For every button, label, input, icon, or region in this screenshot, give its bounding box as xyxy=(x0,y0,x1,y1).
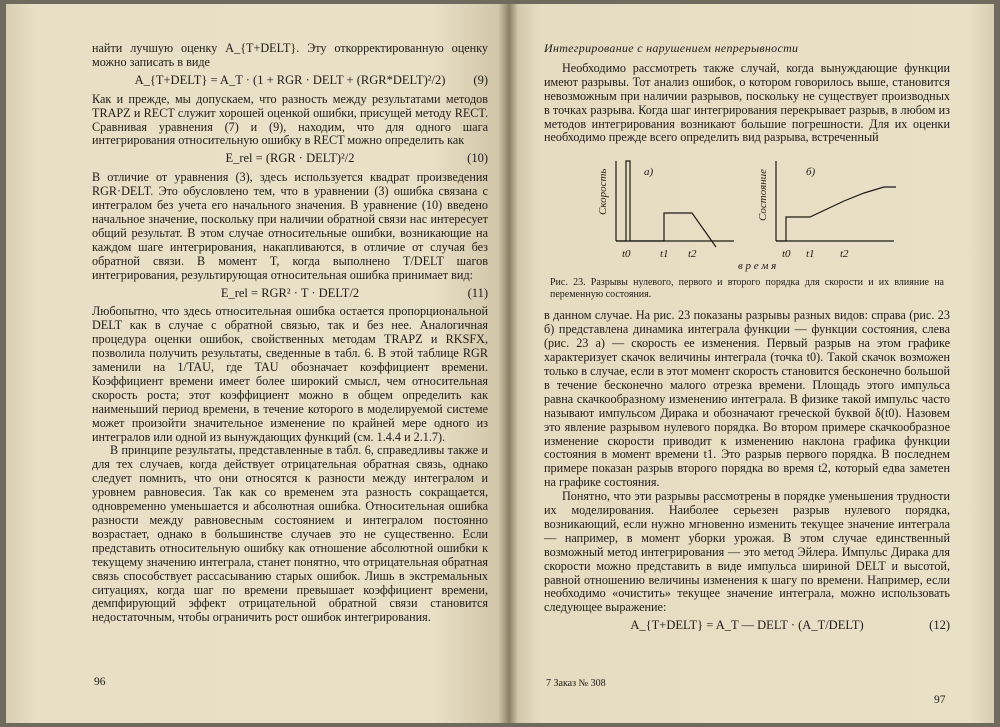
figure-caption: Рис. 23. Разрывы нулевого, первого и второго порядка для скорости и их влияние на переменную состояния. xyxy=(550,277,944,301)
panel-a-label: а) xyxy=(644,166,654,179)
equation-9-number: (9) xyxy=(473,72,488,87)
ylabel-b: Состояние xyxy=(757,169,769,222)
book-spread xyxy=(6,4,994,723)
equation-10-text: E_rel = (RGR · DELT)²/2 xyxy=(225,151,355,166)
figure-23-graphics xyxy=(544,151,950,273)
ylabel-a: Скорость xyxy=(597,168,609,216)
left-paragraph-4: В принципе результаты, представленные в табл. 6, справедливы также и для тех случаев, когда действует отрицательная обратная связь, однако следует помнить, что они относятся к разности между интегралом и уровнем равновесия. Так как со временем эта разность сокращается, одновременно уменьшается и абсолютная ошибка. Относительная ошибка разности между равновесным состоянием и интегралом постоянно возрастает, однако в большинстве случаев это не существенно. Если представить относительную ошибку как отношение абсолютной ошибки к текущему значению интеграла, станет понятно, что отрицательная обратная связь способствует рассасыванию старых ошибок. Лишь в экстремальных ситуациях, когда шаг по времени превышает коэффициент времени, демпфирующий эффект отрицательной обратной связи становится недостаточным, чтобы ограничить рост ошибок интегрирования. xyxy=(92,443,488,625)
left-paragraph-3: Любопытно, что здесь относительная ошибка остается пропорциональной DELT как в случае с обратной связью, так и без нее. Аналогичная процедура оценки ошибок, свойственных методам TRAPZ и RKSFX, позволила получить результаты, сведенные в табл. 6. В этой таблице RGR заменили на 1/TAU, где TAU обозначает коэффициент времени. Коэффициент времени имеет более широкий смысл, чем относительная скорость роста; этот коэффициент можно в общем определить как наименьший период времени, в течение которого в моделируемой системе может произойти значительное изменение по крайней мере одного из интегралов или одной из вынуждающих функций (см. 1.4.4 и 2.1.7). xyxy=(92,304,488,444)
tick-a-t1: t1 xyxy=(660,248,669,261)
equation-11-text: E_rel = RGR² · T · DELT/2 xyxy=(220,285,360,300)
equation-11-number: (11) xyxy=(467,285,488,300)
equation-9-text: A_{T+DELT} = A_T · (1 + RGR · DELT + (RGR*DELT)²/2) xyxy=(134,72,446,87)
left-page xyxy=(6,4,506,723)
speed-curve-a xyxy=(616,161,716,247)
equation-12 xyxy=(544,619,950,633)
tick-a-t2: t2 xyxy=(688,248,697,261)
tick-b-t1: t1 xyxy=(806,248,815,261)
print-order-footer: 7 Заказ № 308 xyxy=(546,678,606,689)
right-page-number: 97 xyxy=(934,694,946,706)
tick-b-t0: t0 xyxy=(782,248,791,261)
right-page xyxy=(506,4,994,723)
running-header: Интегрирование с нарушением непрерывности xyxy=(544,41,799,55)
tick-a-t0: t0 xyxy=(622,248,631,261)
equation-10 xyxy=(92,152,488,166)
figure-23 xyxy=(544,151,950,273)
right-paragraph-3: Понятно, что эти разрывы рассмотрены в порядке уменьшения трудности их моделирования. Наиболее серьезен разрыв нулевого порядка, возникающий, если нужно мгновенно изменить текущее значение интеграла — например, в момент уборки урожая. В этом случае единственный возможный метод интегрирования — это метод Эйлера. Импульс Дирака для скорости можно представить в виде импульса шириной DELT и высотой, равной отношению величины изменения к шагу по времени. Например, если необходимо «очистить» текущее значение интеграла, можно использовать следующее выражение: xyxy=(544,489,950,615)
equation-12-number: (12) xyxy=(929,618,950,633)
left-page-number: 96 xyxy=(94,676,106,688)
right-paragraph-1: Необходимо рассмотреть также случай, когда вынуждающие функции имеют разрывы. Тот анализ ошибок, о котором говорилось выше, становится невозможным при наличии разрывов, поскольку не существует производных в точках разрыва. Когда шаг интегрирования перекрывает разрыв, в любом из методов интегрирования возникают большие погрешности. Для их оценки необходимо прежде всего определить вид разрыва, встреченный xyxy=(544,60,950,145)
right-text-column xyxy=(544,42,950,638)
right-paragraph-2: в данном случае. На рис. 23 показаны разрывы разных видов: справа (рис. 23 б) представлена динамика интеграла функции — функции состояния, слева (рис. 23 а) — скорость ее изменения. Первый разрыв на этом графике характеризует скачок величины интеграла (точка t0). Такой скачок возможен только в случае, если в этот момент скорость становится бесконечно большой в течение бесконечно малого отрезка времени. Площадь этого импульса равна скачкообразному изменению интеграла. В физике такой импульс часто называют импульсом Дирака и обозначают греческой буквой δ(t0). Назовем это явление разрывом нулевого порядка. Во втором примере скачкообразное изменение скорости приводит к изменению наклона графика функции состояния в момент времени t1. Это разрыв первого порядка. В последнем примере показан разрыв второго порядка во время t2, который едва заметен на графике состояния. xyxy=(544,308,950,490)
tick-b-t2: t2 xyxy=(840,248,849,261)
state-curve-b xyxy=(776,187,896,241)
left-text-column xyxy=(92,42,488,625)
panel-b-label: б) xyxy=(806,166,816,179)
equation-9 xyxy=(92,74,488,88)
left-paragraph-1: Как и прежде, мы допускаем, что разность между результатами методов TRAPZ и RECT служит хорошей оценкой ошибки, присущей методу RECT. Сравнивая уравнения (7) и (9), находим, что для одного шага интегрирования относительную ошибку в RECT можно определить как xyxy=(92,91,488,148)
left-paragraph-2: В отличие от уравнения (3), здесь используется квадрат произведения RGR·DELT. Это обусловлено тем, что в уравнении (3) ошибка связана с интегралом без учета его начального значения. В уравнение (10) введено начальное значение, поскольку при наличии обратной связи нас интересует общий результат. В этом случае относительные ошибки, возникающие на каждом шаге интегрирования, накапливаются, в отличие от случая без обратной связи. В момент T, когда выполнено T/DELT шагов интегрирования, результирующая относительная ошибка принимает вид: xyxy=(92,170,488,282)
left-intro-text: найти лучшую оценку A_{T+DELT}. Эту откорректированную оценку можно записать в виде xyxy=(92,41,488,69)
equation-12-text: A_{T+DELT} = A_T — DELT · (A_T/DELT) xyxy=(630,618,864,633)
equation-11 xyxy=(92,287,488,301)
book-gutter xyxy=(498,4,518,723)
equation-10-number: (10) xyxy=(467,151,488,166)
figure-xlabel: в р е м я xyxy=(738,260,777,273)
